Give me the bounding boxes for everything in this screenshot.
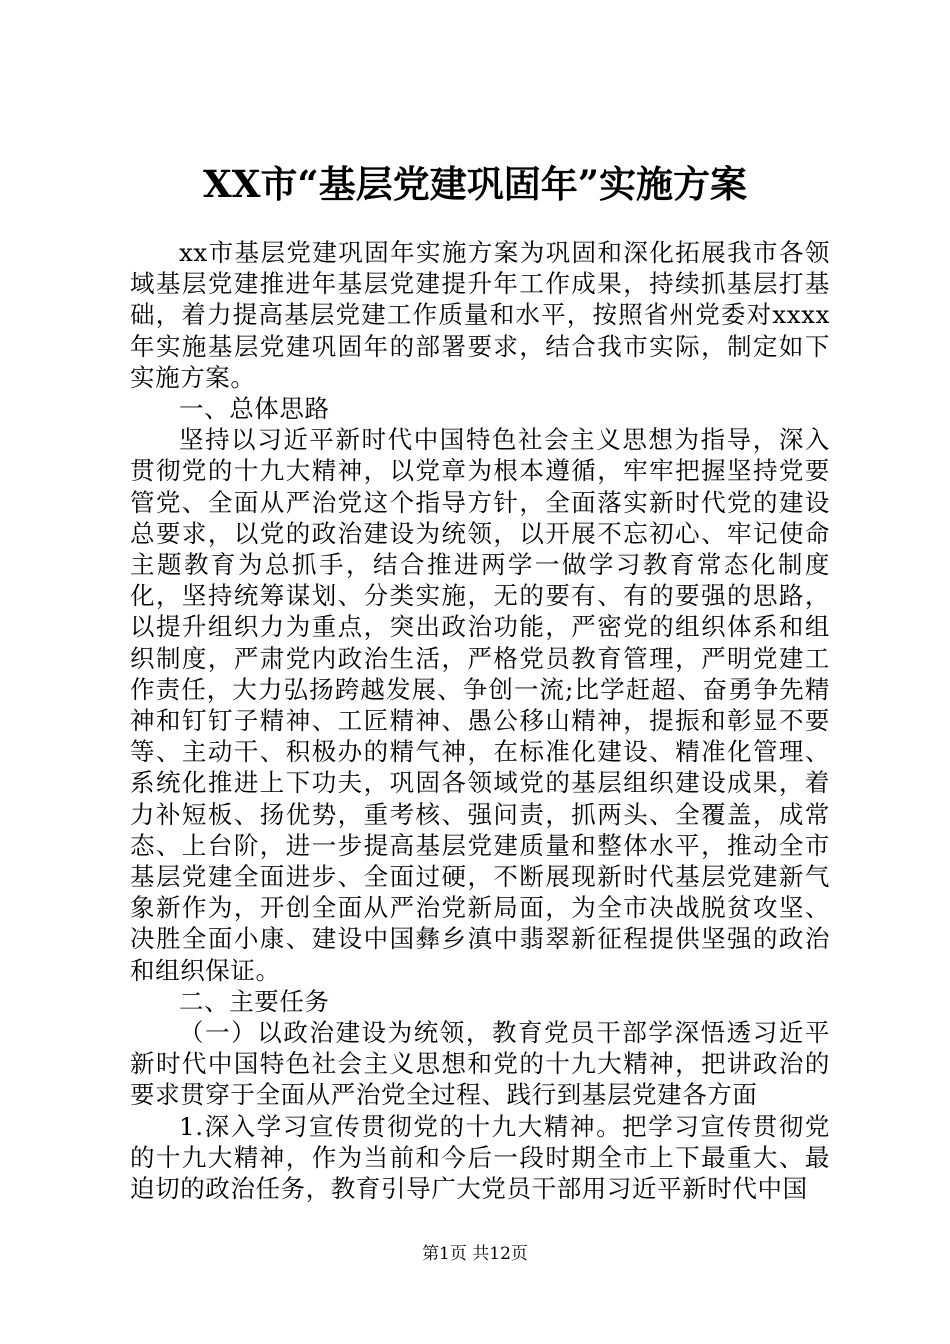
section-heading-overall-approach: 一、总体思路 bbox=[179, 394, 330, 424]
section-heading-main-tasks: 二、主要任务 bbox=[179, 986, 330, 1016]
document-body bbox=[130, 237, 830, 1204]
main-task-item-1: 1.深入学习宣传贯彻党的十九大精神。把学习宣传贯彻党的十九大精神，作为当前和今后一段时期全市上下最重大、最迫切的政治任务，教育引导广大党员干部用习近平新时代中国 bbox=[130, 1111, 830, 1204]
document-title: XX市“基层党建巩固年”实施方案 bbox=[203, 162, 747, 206]
intro-paragraph: xx市基层党建巩固年实施方案为巩固和深化拓展我市各领域基层党建推进年基层党建提升年工作成果，持续抓基层打基础，着力提高基层党建工作质量和水平，按照省州党委对xxxx年实施基层党建巩固年的部署要求，结合我市实际，制定如下实施方案。 bbox=[130, 238, 830, 392]
main-task-subsection-1: （一）以政治建设为统领，教育党员干部学深悟透习近平新时代中国特色社会主义思想和党的十九大精神，把讲政治的要求贯穿于全面从严治党全过程、践行到基层党建各方面 bbox=[130, 1018, 830, 1110]
overall-approach-paragraph: 坚持以习近平新时代中国特色社会主义思想为指导，深入贯彻党的十九大精神，以党章为根本遵循，牢牢把握坚持党要管党、全面从严治党这个指导方针，全面落实新时代党的建设总要求，以党的政治建设为统领，以开展不忘初心、牢记使命主题教育为总抓手，结合推进两学一做学习教育常态化制度化，坚持统筹谋划、分类实施，无的要有、有的要强的思路，以提升组织力为重点，突出政治功能，严密党的组织体系和组织制度，严肃党内政治生活，严格党员教育管理，严明党建工作责任，大力弘扬跨越发展、争创一流;比学赶超、奋勇争先精神和钉钉子精神、工匠精神、愚公移山精神，提振和彰显不要等、主动干、积极办的精气神，在标准化建设、精准化管理、系统化推进上下功夫，巩固各领域党的基层组织建设成果，着力补短板、扬优势，重考核、强问责，抓两头、全覆盖，成常态、上台阶，进一步提高基层党建质量和整体水平，推动全市基层党建全面进步、全面过硬，不断展现新时代基层党建新气象新作为，开创全面从严治党新局面，为全市决战脱贫攻坚、决胜全面小康、建设中国彝乡滇中翡翠新征程提供坚强的政治和组织保证。 bbox=[130, 425, 830, 985]
page-footer: 第1页 共12页 bbox=[422, 1244, 528, 1264]
